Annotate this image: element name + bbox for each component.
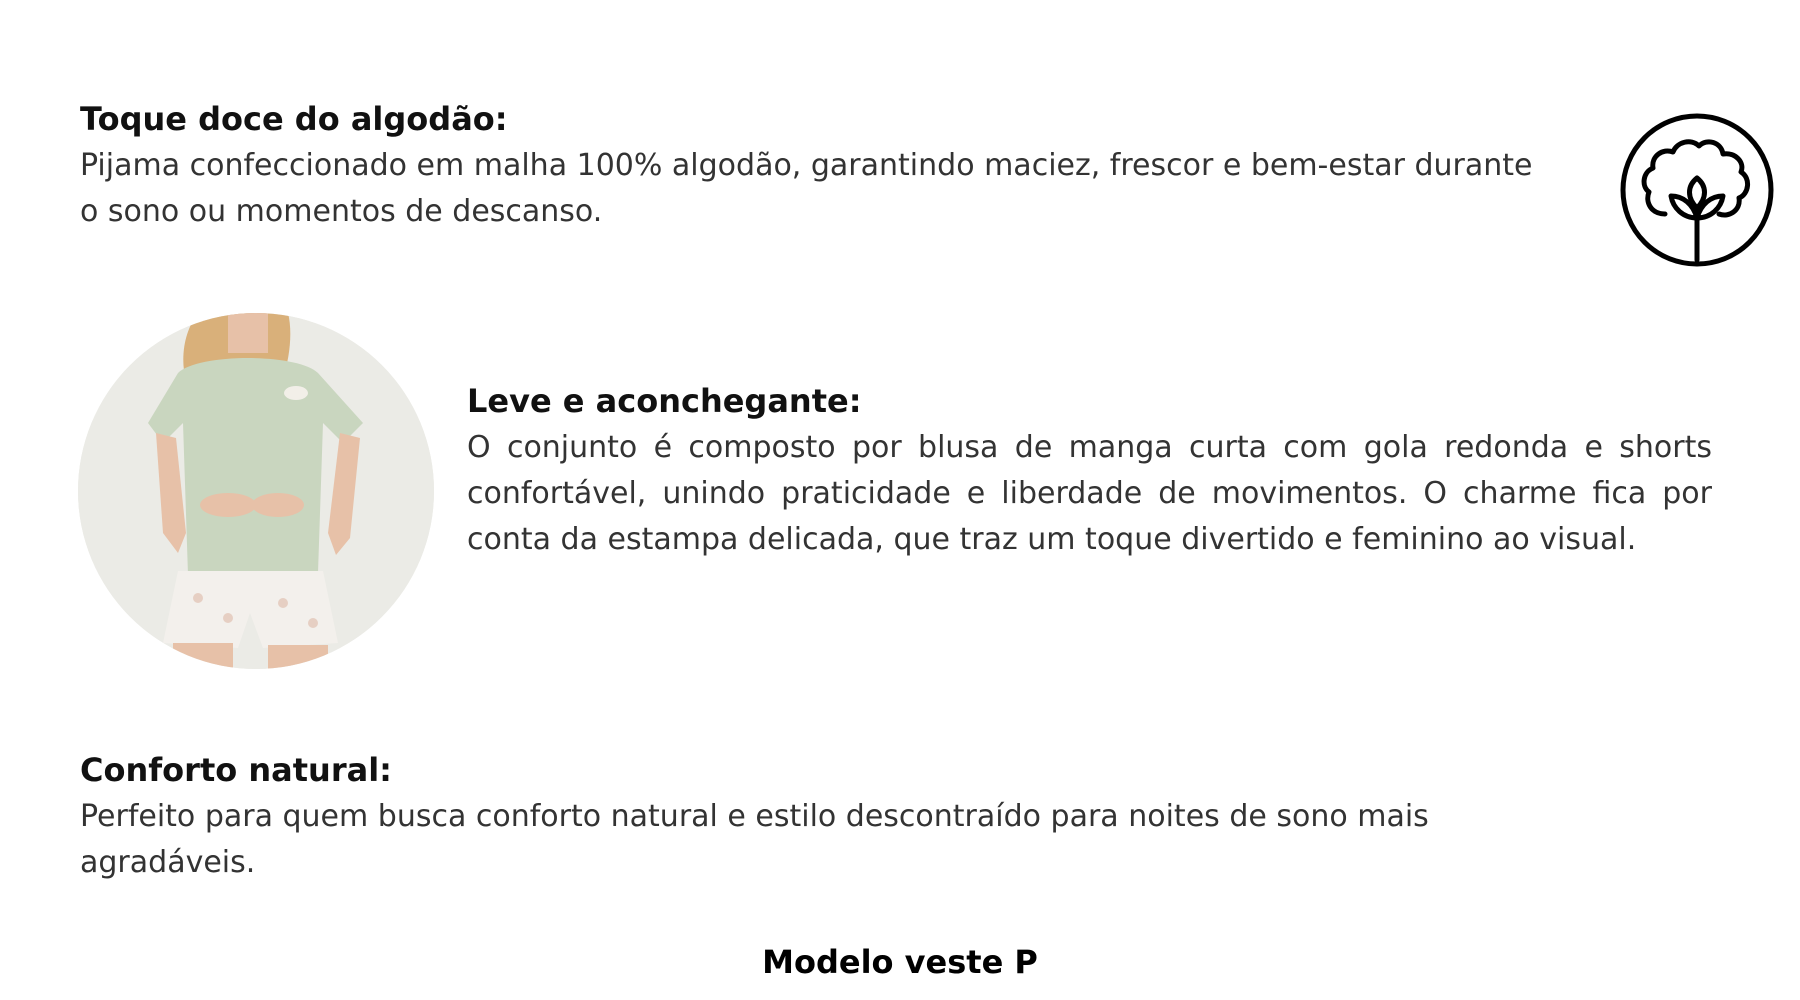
section-heading-cotton: Toque doce do algodão: xyxy=(80,100,508,138)
model-photo xyxy=(78,313,434,669)
section-heading-light-cozy: Leve e aconchegante: xyxy=(467,382,862,420)
model-size-note: Modelo veste P xyxy=(762,943,1038,981)
section-heading-natural-comfort: Conforto natural: xyxy=(80,751,392,789)
section-body-light-cozy: O conjunto é composto por blusa de manga curta com gola redonda e shorts confortável, unindo praticidade e liberdade de movimentos. O charme fica por conta da estampa delicada, que traz um toque divertido e feminino ao visual. xyxy=(467,430,1712,557)
section-body-natural-comfort: Perfeito para quem busca conforto natural e estilo descontraído para noites de sono mais agradáveis. xyxy=(80,799,1429,880)
section-body-cotton: Pijama confeccionado em malha 100% algodão, garantindo maciez, frescor e bem-estar durante o sono ou momentos de descanso. xyxy=(80,148,1533,229)
cotton-flower-icon xyxy=(1617,110,1777,270)
